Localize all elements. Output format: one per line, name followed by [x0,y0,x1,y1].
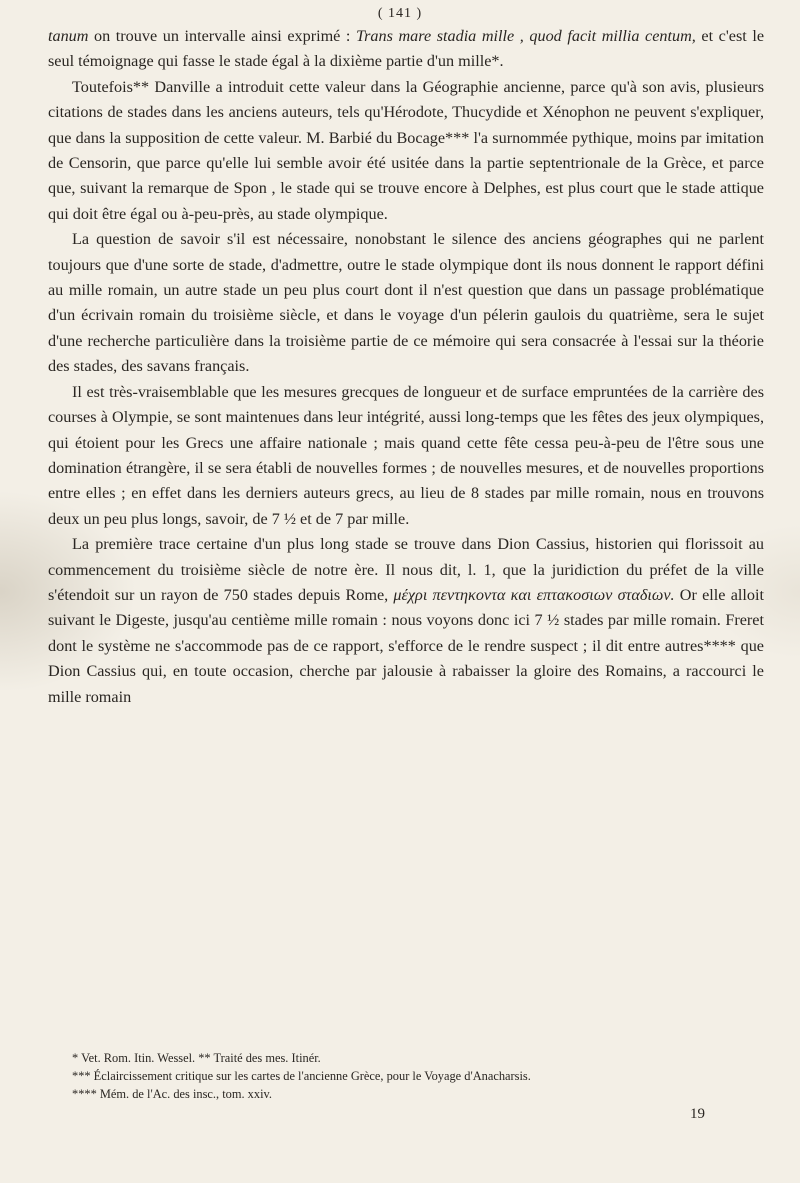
paragraph-1-text: on trouve un intervalle ainsi exprimé : [88,27,356,45]
paragraph-5 [48,532,764,710]
paragraph-1 [48,24,764,75]
footnote-1: * Vet. Rom. Itin. Wessel. ** Traité des mes. Itinér. [72,1051,321,1065]
paragraph-1-quote: Trans mare stadia mille , quod facit millia centum, [356,27,696,45]
paragraph-2: Toutefois** Danville a introduit cette valeur dans la Géographie ancienne, parce qu'à son avis, plusieurs citations de stades dans les anciens auteurs, tels qu'Hérodote, Thucydide et Xénophon ne peuvent s'expliquer, que dans la supposition de cette valeur. M. Barbié du Bocage*** l'a surnommée pythique, moins par imitation de Censorin, que parce qu'elle lui semble avoir été usitée dans la partie septentrionale de la Grèce, et parce que, suivant la remarque de Spon , le stade qui se trouve encore à Delphes, est plus court que le stade attique qui doit être égal ou à-peu-près, au stade olympique. [48,77,764,223]
paragraph-3: La question de savoir s'il est nécessaire, nonobstant le silence des anciens géographes qui ne parlent toujours que d'une sorte de stade, d'admettre, outre le stade olympique dont ils nous donnent le rapport défini au mille romain, un autre stade un peu plus court dont il n'est question que dans un passage problématique d'un écrivain romain du troisième siècle, et dans le voyage d'un pélerin gaulois du quatrième, sera le sujet d'une recherche particulière dans la troisième partie de ce mémoire qui sera consacrée à l'essai sur la théorie des stades, des savans français. [48,230,764,376]
footnote-2: *** Éclaircissement critique sur les cartes de l'ancienne Grèce, pour le Voyage d'Anacharsis. [72,1069,531,1083]
page-number: ( 141 ) [377,6,423,21]
footnote-3: **** Mém. de l'Ac. des insc., tom. xxiv. [72,1087,272,1101]
paragraph-5-text-after: Or elle alloit suivant le Digeste, jusqu'au centième mille romain : nous voyons donc ici 7 ½ stades par mille romain. Freret dont le système ne s'accommode pas de ce rapport, s'efforce de le rendre suspect ; il dit entre autres**** que Dion Cassius qui, en toute occasion, cherche par jalousie à rabaisser la gloire des Romains, a raccourci le mille romain [48,585,764,706]
paragraph-5-greek: μέχρι πεντηκοντα και επτακοσιων σταδιων. [393,585,675,604]
signature-mark: 19 [690,1106,705,1122]
paragraph-4: Il est très-vraisemblable que les mesures grecques de longueur et de surface empruntées de la carrière des courses à Olympie, se sont maintenues dans leur intégrité, aussi long-temps que les fêtes des jeux olympiques, qui étoient pour les Grecs une affaire nationale ; mais quand cette fête cessa peu-à-peu de l'être sous une domination étrangère, il se sera établi de nouvelles formes ; de nouvelles mesures, et de nouvelles proportions entre elles ; en effet dans les derniers auteurs grecs, au lieu de 8 stades par mille romain, nous en trouvons deux un peu plus longs, savoir, de 7 ½ et de 7 par mille. [48,382,764,528]
paragraph-1-lead: tanum [48,27,89,45]
footnotes [48,1049,764,1103]
main-text [48,24,764,710]
paragraph-5-text-before: La première trace certaine d'un plus long stade se trouve dans Dion Cassius, historien qui florissoit au commencement du troisième siècle de notre ère. Il nous dit, l. 1, que la juridiction du préfet de la ville s'étendoit sur un rayon de 750 stades depuis Rome, [48,535,764,604]
paragraph-1-tail: et c'est le seul témoignage qui fasse le stade égal à la dixième partie d'un mille*. [48,27,765,71]
